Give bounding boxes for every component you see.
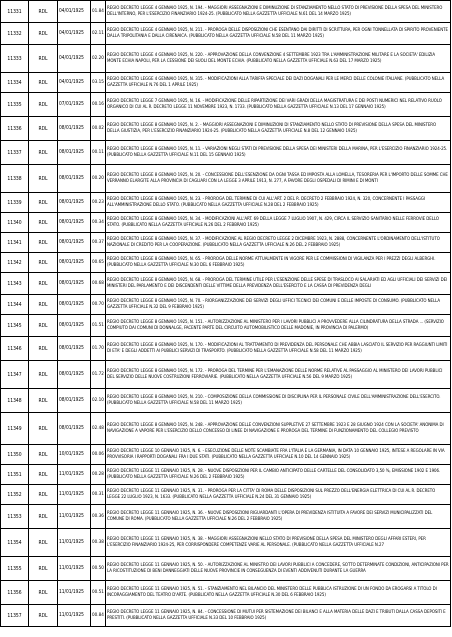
record-date: 10/01/1925 <box>58 445 91 465</box>
record-type: RDL <box>29 465 58 485</box>
table-row <box>1 73 451 93</box>
record-type: RDL <box>29 295 58 315</box>
table-row <box>1 23 451 45</box>
table-row <box>1 45 451 73</box>
record-text: REGIO DECRETO LEGGE 8 GENNAIO 1925, N. 151. - AUTORIZZAZIONE AL MINISTERO PER I LAVORI PUBBLICI A PROVVEDERE ALLA CILINDRATURA DELLA STRADA ... (SERVIZIO COMPIUTO DAI COMUNI DI DONNALGE, FACENTE PARTE DEL CIRCUITO AUTOMOBILISTICO DELLE MADONIE, IN PROVINCIA DI PALERMO) <box>106 315 451 337</box>
records-table-body <box>1 1 451 627</box>
record-code: 00.11 <box>91 141 106 165</box>
record-text: REGIO DECRETO LEGGE 8 GENNAIO 1925, N. 34. - MODIFICAZIONI ALL'ART. 69 DELLA LEGGE 7 LUGLIO 1907, N. 429, CIRCA IL SERVIZIO SANITARIO NELLE FERROVIE DELLO STATO. (PUBBLICATO NELLA GAZZETTA UFFICIALE N.26 DEL 2 FEBBRAIO 1925) <box>106 213 451 233</box>
record-text: REGIO DECRETO LEGGE 10 GENNAIO 1925, N. 6. - ESECUZIONE DELLE NOTE SCAMBIATE FRA L'ITALIA E LA GERMANIA, IN DATA 10 GENNAIO 1925, INTESE A REGOLARE IN VIA PROVVISORIA I RAPPORTI DOGANALI FRA I DUE STATI. (PUBBLICATO NELLA GAZZETTA UFFICIALE N.10 DEL 14 GENNAIO 1925) <box>106 445 451 465</box>
table-row <box>1 413 451 445</box>
table-row <box>1 557 451 581</box>
table-row <box>1 93 451 117</box>
record-date: 11/01/1925 <box>58 605 91 627</box>
record-text: REGIO DECRETO LEGGE 11 GENNAIO 1925, N. 51. - STANZIAMENTO NEL BILANCIO DEL MINISTERO DELLE PUBBLICA ISTRUZIONE DI UN FONDO DA EROGARSI A TITOLO DI INCORAGGIAMENTO DEL TEATRO D'ARTE. (PUBBLICATO NELLA GAZZETTA UFFICIALE N.30 DEL 6 FEBBRAIO 1925) <box>106 581 451 605</box>
record-type: RDL <box>29 253 58 273</box>
record-number: 11355 <box>1 557 29 581</box>
record-code: 00.23 <box>91 193 106 213</box>
record-number: 11351 <box>1 465 29 485</box>
record-number: 11350 <box>1 445 29 465</box>
record-type: RDL <box>29 485 58 505</box>
table-row <box>1 465 451 485</box>
record-text: REGIO DECRETO LEGGE 11 GENNAIO 1925, N. 84. - CONCESSIONE DI MUTUI PER SISTEMAZIONE DEI BILANCI E ALLA MATERIA DELLE DAZI E TRIBUTI DALLA CASSA DEPOSITI E PRESTITI. (PUBBLICATO NELLA GAZZETTA UFFICIALE N.33 DEL 10 FEBBRAIO 1925) <box>106 605 451 627</box>
record-number: 11332 <box>1 23 29 45</box>
record-number: 11345 <box>1 315 29 337</box>
record-type: RDL <box>29 445 58 465</box>
record-code: 03.15 <box>91 73 106 93</box>
record-text: REGIO DECRETO LEGGE 4 GENNAIO 1925, N. 211. - PROROGA DELLE DISPOSIZIONI CHE ESENTANO DAI DIRITTI DI SCRITTURA, PER OGNI TONNELLATA DI SPIRITO PROVENIENTE DALLA TRIPOLITANIA E DALLA CIRENAICA. (PUBBLICATO NELLA GAZZETTA UFFICIALE N.58 DEL 11 MARZO 1925) <box>106 23 451 45</box>
record-code: 00.06 <box>91 445 106 465</box>
table-row <box>1 485 451 505</box>
record-number: 11333 <box>1 45 29 73</box>
record-date: 08/01/1925 <box>58 233 91 253</box>
record-number: 11331 <box>1 1 29 23</box>
record-number: 11346 <box>1 337 29 361</box>
record-text: REGIO DECRETO LEGGE 11 GENNAIO 1925, N. 31. - PROROGA PER LA CITTA' DI ROMA DELLE DISPOSIZIONI SUL PREZZO DELL'ENERGIA ELETTRICA DI CUI AL R. DECRETO LEGGE 22 LUGLIO 1923, N. 1633. (PUBBLICATO NELLA GAZZETTA UFFICIALE N.24 DEL 31 GENNAIO 1925) <box>106 485 451 505</box>
record-number: 11353 <box>1 505 29 529</box>
record-code: 00.34 <box>91 213 106 233</box>
record-type: RDL <box>29 337 58 361</box>
table-row <box>1 389 451 413</box>
table-row <box>1 141 451 165</box>
record-code: 00.65 <box>91 253 106 273</box>
record-type: RDL <box>29 73 58 93</box>
record-number: 11354 <box>1 529 29 557</box>
record-date: 04/01/1925 <box>58 1 91 23</box>
table-row <box>1 213 451 233</box>
record-text: REGIO DECRETO LEGGE 8 GENNAIO 1925, N. 11. - VARIAZIONI NEGLI STATI DI PREVISIONE DELLA SPESA DEI MINISTERI DELLA MARINA, PER L'ESERCIZIO FINANZIARIO 1924-25. (PUBBLICATO NELLA GAZZETTA UFFICIALE N.11 DEL 15 GENNAIO 1925) <box>106 141 451 165</box>
record-date: 11/01/1925 <box>58 557 91 581</box>
record-date: 11/01/1925 <box>58 529 91 557</box>
table-row <box>1 315 451 337</box>
record-text: REGIO DECRETO LEGGE 8 GENNAIO 1925, N. 20. - CONCESSIONE DELL'ESENZIONE DA OGNI TASSA ED IMPOSTA ALLA LOMELLA, TESORERIA PER L'IMPORTO DELLE SOMME CHE VERRANNO ELARGITE ALLA PROVINCIA DI CAGLIARI CON LA LEGGE 3 APRILE 1913, N. 277, A FAVORE DEGLI OSPEDALI DI RIMINI E DI MONTI <box>106 165 451 193</box>
record-text: REGIO DECRETO LEGGE 8 GENNAIO 1925, N. 68. - PROROGA DEL TERMINE UTILE PER L'ESENZIONE DELLE SPESE DI TRASLOCO AI SALARIATI ED AGLI UFFICIALI DEI SERVIZI DEI MINISTERI DEL PARLAMENTO E DEI DISCENDENTI DELLE VITTIME DELLA PREVIDENZA DELL'ESERCITO E LA CASSA DI PREVIDENZA DEGLI <box>106 273 451 295</box>
table-row <box>1 1 451 23</box>
record-number: 11348 <box>1 389 29 413</box>
record-text: REGIO DECRETO LEGGE 4 GENNAIO 1925, N. 194. - MAGGIORI ASSEGNAZIONI E DIMINUZIONE DI STANZIAMENTO NELLO STATO DI PREVISIONE DELLA SPESA DEL MINISTERO DELL'INTERNO, PER L'ESERCIZIO FINANZIARIO 1924-25. (PUBBLICATO NELLA GAZZETTA UFFICIALE N.61 DEL 14 MARZO 1925) <box>106 1 451 23</box>
record-code: 00.37 <box>91 233 106 253</box>
record-number: 11352 <box>1 485 29 505</box>
record-text: REGIO DECRETO LEGGE 8 GENNAIO 1925, N. 23. - PROROGA DEL TERMINE DI CUI ALL'ART. 2 DEL R. DECRETO 2 FEBBRAIO 1924, N. 320, CONCERNENTE I PASSAGGI ALL'AMMINISTRAZIONE DELLO STATO. (PUBBLICATO NELLA GAZZETTA UFFICIALE N.28 DEL 2 FEBBRAIO 1925) <box>106 193 451 213</box>
record-code: 00.70 <box>91 295 106 315</box>
table-row <box>1 445 451 465</box>
record-code: 02.10 <box>91 389 106 413</box>
record-type: RDL <box>29 581 58 605</box>
table-row <box>1 505 451 529</box>
record-number: 11356 <box>1 581 29 605</box>
record-type: RDL <box>29 117 58 141</box>
record-text: REGIO DECRETO LEGGE 11 GENNAIO 1925, N. 50. - AUTORIZZAZIONE AL MINISTRO DEI LAVORI PUBBLICI A CONCEDERE, SOTTO DETERMINATE CONDIZIONI, ANTICIPAZIONI PER LA RICOSTITUZIONE DI BENI DANNEGGIATI DELLE NUOVE PROVINCIE IN CONSEGUENZA DI EVENTI ADDIVENUTI DURANTE LA GUERRA <box>106 557 451 581</box>
record-code: 00.38 <box>91 529 106 557</box>
record-code: 02.11 <box>91 23 106 45</box>
record-number: 11337 <box>1 141 29 165</box>
record-date: 08/01/1925 <box>58 315 91 337</box>
record-text: REGIO DECRETO LEGGE 11 GENNAIO 1925, N. 38. - MAGGIORI ASSEGNAZIONI NELLO STATO DI PREVISIONE DELLA SPESA DEL MINISTERO DEGLI AFFARI ESTERI, PER L'ESERCIZIO FINANZIARIO 1924-25, PER CORRISPONDERE COMPETENZE VARIE AL PERSONALE. (PUBBLICATO NELLA GAZZETTA UFFICIALE N.27 <box>106 529 451 557</box>
record-date: 08/01/1925 <box>58 165 91 193</box>
table-row <box>1 253 451 273</box>
record-text: REGIO DECRETO LEGGE 4 GENNAIO 1925, N. 220. - APPROVAZIONE DELLA CONVENZIONE 4 SETTEMBRE 1923 TRA L'AMMINISTRAZIONE MILITARE E LA SOCIETA' EDILIZIA MONTE ECHIA NAPOLI, PER LA CESSIONE DEI SUOLI DEL MONTE ECHIA. (PUBBLICATO NELLA GAZZETTA UFFICIALE N.63 DEL 17 MARZO 1925) <box>106 45 451 73</box>
record-type: RDL <box>29 165 58 193</box>
record-type: RDL <box>29 605 58 627</box>
record-type: RDL <box>29 1 58 23</box>
table-row <box>1 605 451 627</box>
record-date: 04/01/1925 <box>58 45 91 73</box>
record-text: REGIO DECRETO LEGGE 8 GENNAIO 1925, N. 210. - COMPOSIZIONE DELLA COMMISSIONE DI DISCIPLINA PER IL PERSONALE CIVILE DELL'AMMINISTRAZIONE DELL'ESERCITO. (PUBBLICATO NELLA GAZZETTA UFFICIALE N.58 DEL 11 MARZO 1925) <box>106 389 451 413</box>
record-text: REGIO DECRETO LEGGE 8 GENNAIO 1925, N. 65. - PROROGA DELLE NORME ATTUALMENTE IN VIGORE PER LE COMMISSIONI DI VIGILANZA PER I PREZZI DEGLI ALBERGHI. (PUBBLICATO NELLA GAZZETTA UFFICIALE N.30 DEL 6 FEBBRAIO 1925) <box>106 253 451 273</box>
record-date: 08/01/1925 <box>58 141 91 165</box>
record-type: RDL <box>29 23 58 45</box>
record-number: 11338 <box>1 165 29 193</box>
record-number: 11342 <box>1 253 29 273</box>
record-number: 11347 <box>1 361 29 389</box>
record-code: 02.20 <box>91 45 106 73</box>
record-code: 00.84 <box>91 605 106 627</box>
record-code: 00.36 <box>91 505 106 529</box>
record-number: 11336 <box>1 117 29 141</box>
record-date: 08/01/1925 <box>58 253 91 273</box>
record-number: 11357 <box>1 605 29 627</box>
record-date: 08/01/1925 <box>58 413 91 445</box>
record-date: 08/01/1925 <box>58 361 91 389</box>
table-row <box>1 193 451 213</box>
record-text: REGIO DECRETO LEGGE 8 GENNAIO 1925, N. 170. - MODIFICAZIONI AL TRATTAMENTO DI PREVIDENZA DEL PERSONALE CHE ABBIA LASCIATO IL SERVIZIO PER RAGGIUNTI LIMITI DI ETA' E DEGLI ADDETTI AI PUBBLICI SERVIZI DI TRASPORTO. (PUBBLICATO NELLA GAZZETTA UFFICIALE N.58 DEL 11 MARZO 1925) <box>106 337 451 361</box>
record-code: 00.20 <box>91 165 106 193</box>
table-row <box>1 117 451 141</box>
record-type: RDL <box>29 315 58 337</box>
record-code: 00.02 <box>91 117 106 141</box>
table-row <box>1 273 451 295</box>
record-date: 11/01/1925 <box>58 505 91 529</box>
record-code: 01.51 <box>91 315 106 337</box>
record-text: REGIO DECRETO LEGGE 8 GENNAIO 1925, N. 172. - PROROGA DEL TERMINE PER L'EMANAZIONE DELLE NORME RELATIVE AL PASSAGGIO AL MINISTERO DEI LAVORI PUBBLICI DEL SERVIZIO DELLE NUOVE COSTRUZIONI FERROVIARIE. (PUBBLICATO NELLA GAZZETTA UFFICIALE N.56 DEL 9 MARZO 1925) <box>106 361 451 389</box>
record-code: 01.70 <box>91 337 106 361</box>
record-number: 11334 <box>1 73 29 93</box>
record-type: RDL <box>29 389 58 413</box>
record-type: RDL <box>29 93 58 117</box>
table-row <box>1 361 451 389</box>
record-type: RDL <box>29 213 58 233</box>
table-row <box>1 295 451 315</box>
record-text: REGIO DECRETO LEGGE 7 GENNAIO 1925, N. 16. - MODIFICAZIONE DELLE RIPARTIZIONE DEI VARI GRADI DELLA MAGISTRATURA E DEI POSTI NUMERICI NEL RELATIVO RUOLO ORGANICO DI CUI AL R. DECRETO LEGGE 11 NOVEMBRE 1923, N. 1733. (PUBBLICATO NELLA GAZZETTA UFFICIALE N.13 DEL 17 GENNAIO 1925) <box>106 93 451 117</box>
record-text: REGIO DECRETO LEGGE 8 GENNAIO 1925, N. 37. - MODIFICAZIONE AL REGIO DECRETO LEGGE 2 DICEMBRE 1923, N. 2888, CONCERNENTE L'ORDINAMENTO DELL'ISTITUTO NAZIONALE DI CREDITO PER LA COOPERAZIONE. (PUBBLICATO NELLA GAZZETTA UFFICIALE N.26 DEL 2 FEBBRAIO 1925) <box>106 233 451 253</box>
record-type: RDL <box>29 193 58 213</box>
record-number: 11344 <box>1 295 29 315</box>
record-date: 08/01/1925 <box>58 273 91 295</box>
record-code: 01.84 <box>91 1 106 23</box>
record-text: REGIO DECRETO LEGGE 8 GENNAIO 1925, N. 2. - MAGGIORI ASSEGNAZIONI E DIMINUZIONI DI STANZIAMENTO NELLO STATO DI PREVISIONE DELLA SPESA DEL MINISTERO DELLA GIUSTIZIA, PER L'ESERCIZIO FINANZIARIO 1924-25. (PUBBLICATO NELLA GAZZETTA UFFICIALE N.8 DEL 12 GENNAIO 1925) <box>106 117 451 141</box>
table-row <box>1 233 451 253</box>
record-type: RDL <box>29 141 58 165</box>
record-type: RDL <box>29 45 58 73</box>
table-row <box>1 337 451 361</box>
record-code: 00.50 <box>91 557 106 581</box>
record-number: 11341 <box>1 233 29 253</box>
record-number: 11340 <box>1 213 29 233</box>
record-date: 08/01/1925 <box>58 193 91 213</box>
record-date: 08/01/1925 <box>58 117 91 141</box>
record-code: 02.48 <box>91 413 106 445</box>
record-type: RDL <box>29 233 58 253</box>
record-type: RDL <box>29 273 58 295</box>
record-date: 08/01/1925 <box>58 337 91 361</box>
record-type: RDL <box>29 529 58 557</box>
table-row <box>1 581 451 605</box>
record-type: RDL <box>29 505 58 529</box>
record-number: 11343 <box>1 273 29 295</box>
record-type: RDL <box>29 361 58 389</box>
record-date: 08/01/1925 <box>58 295 91 315</box>
record-text: REGIO DECRETO LEGGE 4 GENNAIO 1925, N. 315. - MODIFICAZIONI ALLA TARIFFA SPECIALE DEI DAZI DOGANALI PER LE MERCI DELLE COLONIE ITALIANE. (PUBBLICATO NELLA GAZZETTA UFFICIALE N.76 DEL 1 APRILE 1925) <box>106 73 451 93</box>
record-type: RDL <box>29 557 58 581</box>
record-date: 04/01/1925 <box>58 23 91 45</box>
record-date: 08/01/1925 <box>58 213 91 233</box>
record-text: REGIO DECRETO LEGGE 8 GENNAIO 1925, N. 248. - APPROVAZIONE DELLE CONVENZIONI SUPPLETIVE 27 SETTEMBRE 1923 E 28 GIUGNO 1924 CON LA SOCIETA' ANONIMA DI NAVIGAZIONE A VAPORE PER L'ESERCIZIO DELLO CONCESSO DI LINEE DI NAVIGAZIONE E PROROGA DEL TERMINE DI FUNZIONAMENTO DEL COLLEGIO PREVISTO <box>106 413 451 445</box>
record-text: REGIO DECRETO LEGGE 11 GENNAIO 1925, N. 36. - NUOVE DISPOSIZIONI RIGUARDANTI L'OPERA DI PREVIDENZA ISTITUITA A FAVORE DEI SERVIZI MUNICIPALIZZATI DEL COMUNE DI ROMA. (PUBBLICATO NELLA GAZZETTA UFFICIALE N.26 DEL 2 FEBBRAIO 1925) <box>106 505 451 529</box>
record-text: REGIO DECRETO LEGGE 11 GENNAIO 1925, N. 28. - NUOVE DISPOSIZIONI PER IL CAMBIO ANTICIPATO DELLE CARTELLE DEL CONSOLIDATO 3,50 %, EMISSIONE 1902 E 1906. (PUBBLICATO NELLA GAZZETTA UFFICIALE N.26 DEL 2 FEBBRAIO 1925) <box>106 465 451 485</box>
record-code: 00.28 <box>91 465 106 485</box>
record-date: 08/01/1925 <box>58 389 91 413</box>
record-date: 11/01/1925 <box>58 581 91 605</box>
record-code: 00.31 <box>91 485 106 505</box>
record-number: 11349 <box>1 413 29 445</box>
record-date: 11/01/1925 <box>58 465 91 485</box>
record-date: 04/01/1925 <box>58 73 91 93</box>
table-row <box>1 529 451 557</box>
record-date: 11/01/1925 <box>58 485 91 505</box>
record-number: 11339 <box>1 193 29 213</box>
record-code: 01.72 <box>91 361 106 389</box>
record-type: RDL <box>29 413 58 445</box>
record-code: 00.51 <box>91 581 106 605</box>
record-code: 00.16 <box>91 93 106 117</box>
record-date: 07/01/1925 <box>58 93 91 117</box>
record-code: 00.68 <box>91 273 106 295</box>
table-row <box>1 165 451 193</box>
record-text: REGIO DECRETO LEGGE 8 GENNAIO 1925, N. 70. - RIORGANIZZAZIONE DEI SERVIZI DEGLI UFFICI TECNICI DEI COMUNI E DELLE IMPOSTE DI CONSUMO. (PUBBLICATO NELLA GAZZETTA UFFICIALE N.32 DEL 9 FEBBRAIO 1925) <box>106 295 451 315</box>
record-number: 11335 <box>1 93 29 117</box>
